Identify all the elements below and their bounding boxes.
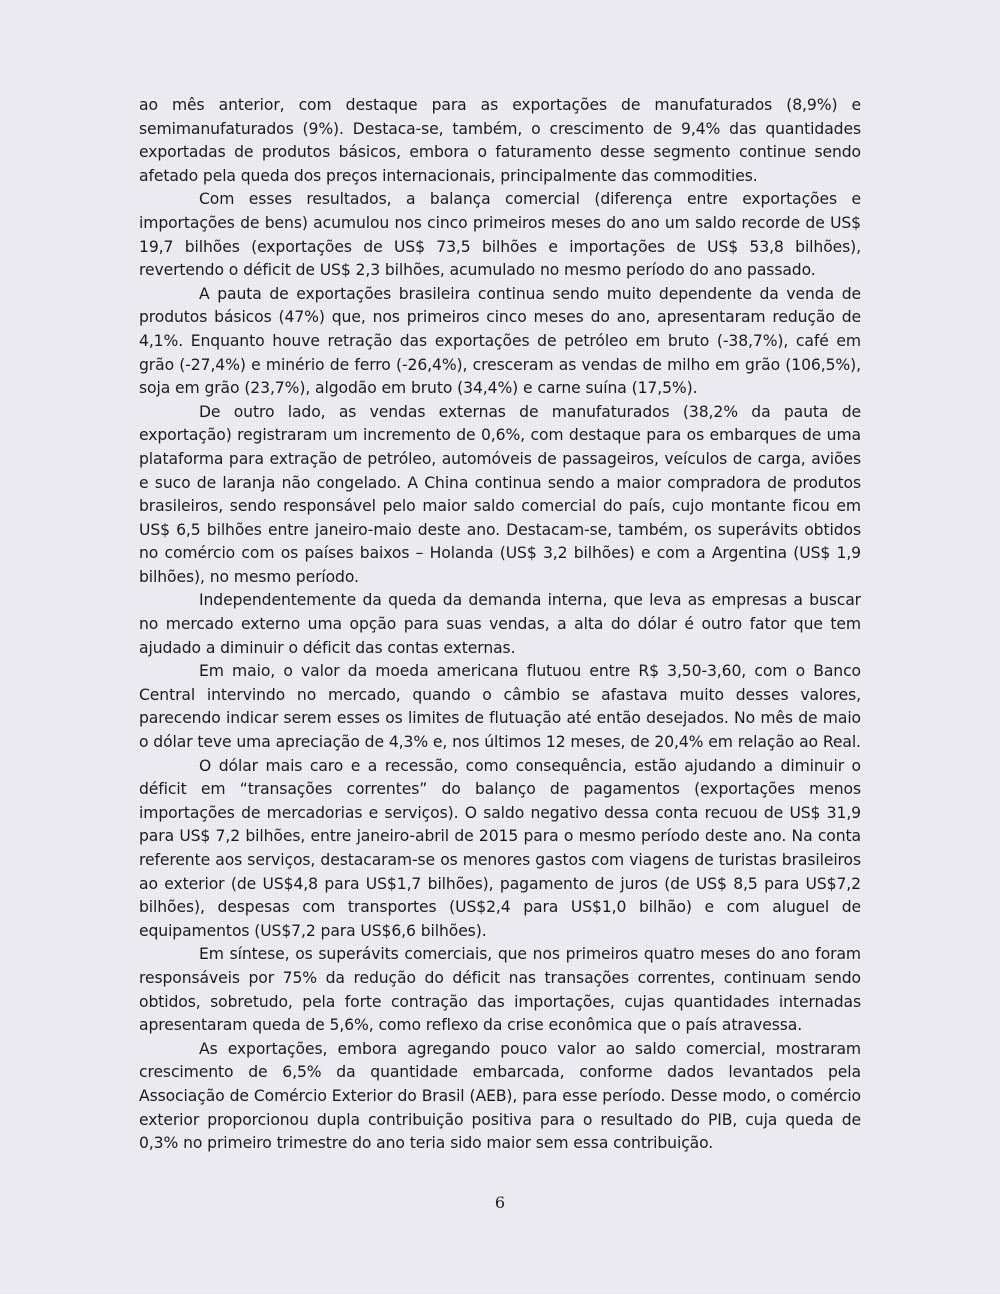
paragraph-continuation: ao mês anterior, com destaque para as exportações de manufaturados (8,9%) e semimanufaturados (9%). Destaca-se, também, o crescimento de 9,4% das quantidades exportadas de produtos básicos, embora o faturamento desse segmento continue sendo afetado pela queda dos preços internacionais, principalmente das commodities. xyxy=(139,96,861,185)
paragraph-manufactured-exports: De outro lado, as vendas externas de manufaturados (38,2% da pauta de exportação) registraram um incremento de 0,6%, com destaque para os embarques de uma plataforma para extração de petróleo, automóveis de passageiros, veículos de carga, aviões e suco de laranja não congelado. A China continua sendo a maior compradora de produtos brasileiros, sendo responsável pelo maior saldo comercial do país, cujo montante ficou em US$ 6,5 bilhões entre janeiro-maio deste ano. Destacam-se, também, os superávits obtidos no comércio com os países baixos – Holanda (US$ 3,2 bilhões) e com a Argentina (US$ 1,9 bilhões), no mesmo período. xyxy=(139,402,861,586)
paragraph-domestic-demand: Independentemente da queda da demanda interna, que leva as empresas a buscar no mercado externo uma opção para suas vendas, a alta do dólar é outro fator que tem ajudado a diminuir o déficit das contas externas. xyxy=(139,591,861,657)
paragraph-exports-gdp: As exportações, embora agregando pouco valor ao saldo comercial, mostraram crescimento de 6,5% da quantidade embarcada, conforme dados levantados pela Associação de Comércio Exterior do Brasil (AEB), para esse período. Desse modo, o comércio exterior proporcionou dupla contribuição positiva para o resultado do PIB, cuja queda de 0,3% no primeiro trimestre do ano teria sido maior sem essa contribuição. xyxy=(139,1039,861,1153)
paragraph-trade-balance: Com esses resultados, a balança comercial (diferença entre exportações e importações de bens) acumulou nos cinco primeiros meses do ano um saldo recorde de US$ 19,7 bilhões (exportações de US$ 73,5 bilhões e importações de US$ 53,8 bilhões), revertendo o déficit de US$ 2,3 bilhões, acumulado no mesmo período do ano passado. xyxy=(139,190,861,280)
paragraph-exchange-rate: Em maio, o valor da moeda americana flutuou entre R$ 3,50-3,60, com o Banco Central intervindo no mercado, quando o câmbio se afastava muito desses valores, parecendo indicar serem esses os limites de flutuação até então desejados. No mês de maio o dólar teve uma apreciação de 4,3% e, nos últimos 12 meses, de 20,4% em relação ao Real. xyxy=(139,662,861,752)
body-text xyxy=(139,94,861,1156)
paragraph-synthesis: Em síntese, os superávits comerciais, que nos primeiros quatro meses do ano foram responsáveis por 75% da redução do déficit nas transações correntes, continuam sendo obtidos, sobretudo, pela forte contração das importações, cujas quantidades internadas apresentaram queda de 5,6%, como reflexo da crise econômica que o país atravessa. xyxy=(139,945,861,1035)
paragraph-current-account: O dólar mais caro e a recessão, como consequência, estão ajudando a diminuir o déficit em “transações correntes” do balanço de pagamentos (exportações menos importações de mercadorias e serviços). O saldo negativo dessa conta recuou de US$ 31,9 para US$ 7,2 bilhões, entre janeiro-abril de 2015 para o mesmo período deste ano. Na conta referente aos serviços, destacaram-se os menores gastos com viagens de turistas brasileiros ao exterior (de US$4,8 para US$1,7 bilhões), pagamento de juros (de US$ 8,5 para US$7,2 bilhões), despesas com transportes (US$2,4 para US$1,0 bilhão) e com aluguel de equipamentos (US$7,2 para US$6,6 bilhões). xyxy=(139,756,861,940)
paragraph-basic-products: A pauta de exportações brasileira continua sendo muito dependente da venda de produtos básicos (47%) que, nos primeiros cinco meses do ano, apresentaram redução de 4,1%. Enquanto houve retração das exportações de petróleo em bruto (-38,7%), café em grão (-27,4%) e minério de ferro (-26,4%), cresceram as vendas de milho em grão (106,5%), soja em grão (23,7%), algodão em bruto (34,4%) e carne suína (17,5%). xyxy=(139,284,861,398)
page-number: 6 xyxy=(494,1193,506,1212)
